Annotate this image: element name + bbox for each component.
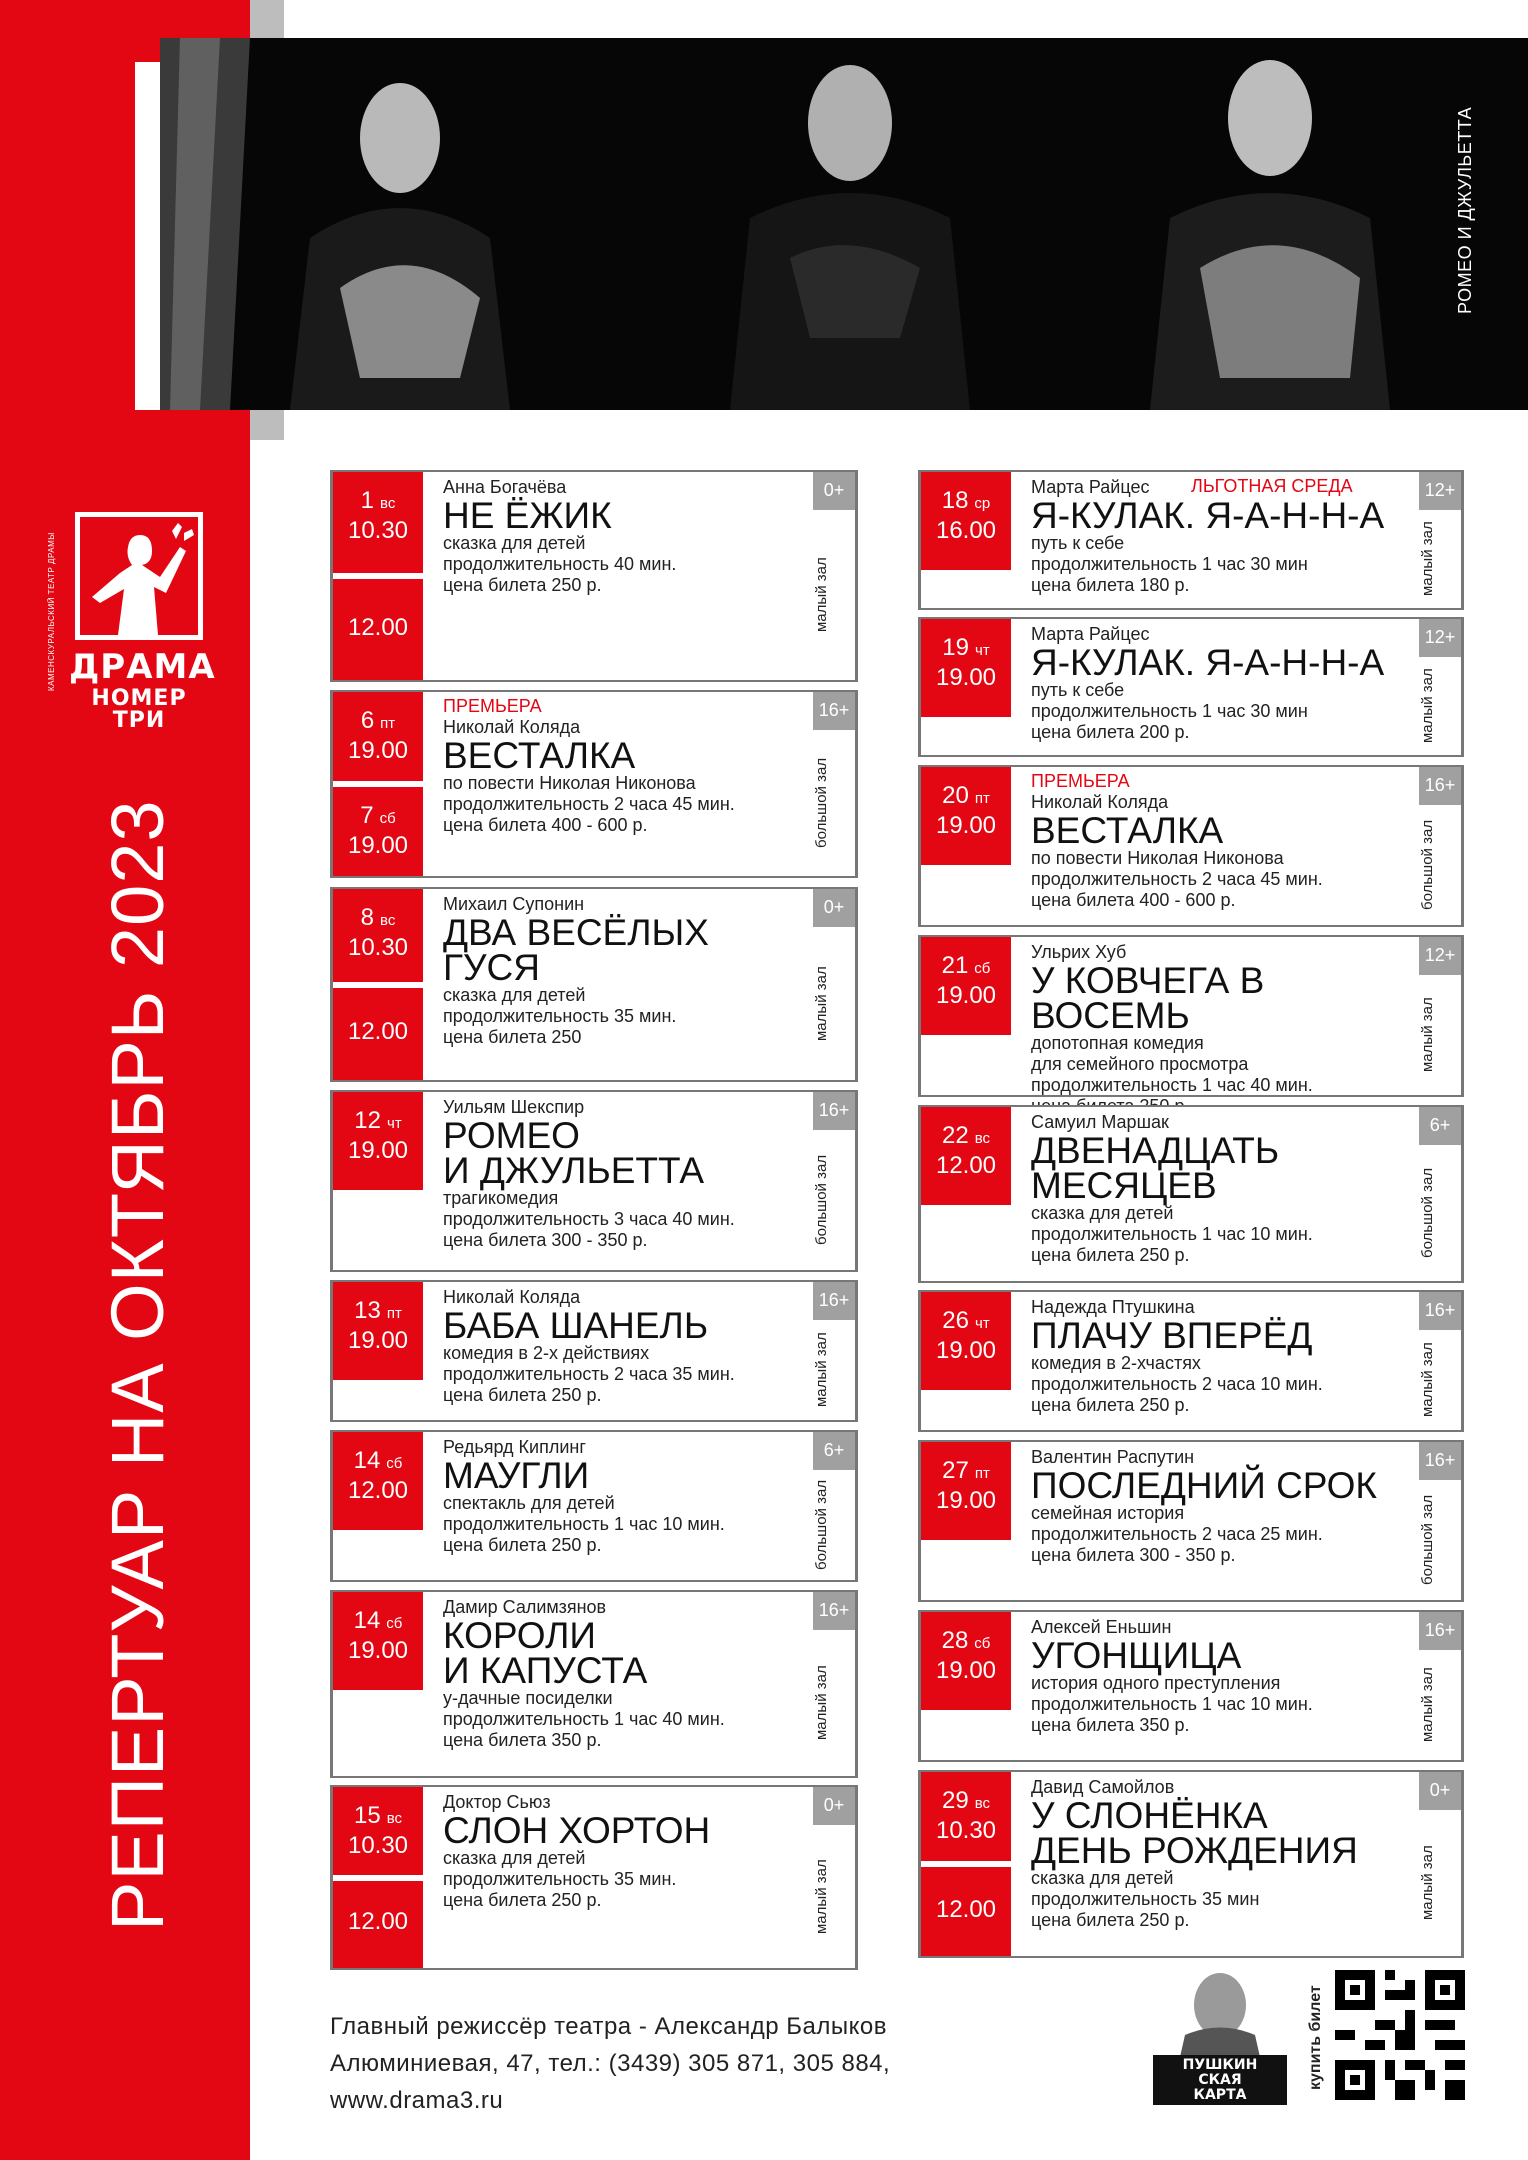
event-detail: цена билета 200 р. [1031, 722, 1190, 742]
date-block [921, 1867, 1011, 1956]
show-time: 12.00 [935, 1152, 997, 1179]
event-title: Я-КУЛАК. Я-А-Н-Н-А [1031, 642, 1385, 683]
event-detail: история одного преступления [1031, 1673, 1281, 1693]
date-day [921, 1308, 1011, 1337]
show-time: 19.00 [347, 737, 409, 764]
event-title: И КАПУСТА [443, 1650, 648, 1691]
logo-figure-box [75, 512, 203, 640]
event-card[interactable] [330, 1590, 858, 1778]
event-info [443, 1436, 809, 1556]
weekday: вс [386, 1810, 402, 1827]
weekday: вс [974, 1130, 990, 1147]
event-info [443, 893, 809, 1048]
age-rating-badge: 6+ [1419, 1107, 1461, 1145]
show-time: 19.00 [347, 1637, 409, 1664]
event-detail: цена билета 400 - 600 р. [1031, 890, 1236, 910]
hall-name: большой зал [813, 757, 830, 849]
date-block [921, 619, 1011, 717]
date-block [921, 767, 1011, 865]
age-rating-badge: 0+ [1419, 1772, 1461, 1810]
event-title: ПОСЛЕДНИЙ СРОК [1031, 1465, 1377, 1506]
age-rating-badge: 0+ [813, 472, 855, 510]
event-detail: спектакль для детей [443, 1493, 615, 1513]
event-author: Марта Райцес [1031, 624, 1150, 644]
theatre-logo [47, 512, 216, 733]
event-author: Николай Коляда [443, 1287, 581, 1307]
logo-line2: НОМЕР ТРИ [91, 686, 187, 733]
logo-side-text: КАМЕНСКУРАЛЬСКИЙ ТЕАТР ДРАМЫ [47, 532, 56, 692]
event-info [1031, 941, 1415, 1117]
event-detail: цена билета 350 р. [1031, 1715, 1190, 1735]
date-block [921, 1292, 1011, 1390]
event-detail: цена билета 350 р. [443, 1730, 602, 1750]
event-detail: сказка для детей [443, 985, 586, 1005]
day-number: 22 [941, 1122, 969, 1149]
event-author: Анна Богачёва [443, 477, 567, 497]
weekday: сб [974, 960, 991, 977]
event-title: МЕСЯЦЕВ [1031, 1165, 1217, 1206]
day-number: 12 [354, 1107, 381, 1134]
event-info [1031, 1111, 1415, 1266]
event-author: Николай Коляда [1031, 792, 1169, 812]
event-detail: продолжительность 1 час 10 мин. [1031, 1694, 1313, 1714]
event-detail: по повести Николая Никонова [1031, 848, 1284, 868]
event-card[interactable] [918, 1105, 1464, 1283]
event-title: УГОНЩИЦА [1031, 1635, 1242, 1676]
hall-name: малый зал [813, 1665, 830, 1741]
event-info [443, 476, 809, 596]
date-block [333, 692, 423, 781]
event-author: Доктор Сьюз [443, 1792, 551, 1812]
age-rating-badge: 16+ [1419, 1442, 1461, 1480]
weekday: сб [974, 1635, 991, 1652]
event-detail: путь к себе [1031, 680, 1125, 700]
show-time: 19.00 [935, 812, 997, 839]
premiere-label: ПРЕМЬЕРА [1031, 771, 1130, 791]
event-detail: продолжительность 1 час 10 мин. [1031, 1224, 1313, 1244]
event-author: Надежда Птушкина [1031, 1297, 1195, 1317]
event-author: Михаил Супонин [443, 894, 585, 914]
show-time: 19.00 [347, 1327, 409, 1354]
actor-figure-icon [80, 517, 198, 635]
date-day [921, 488, 1011, 517]
date-block [333, 889, 423, 982]
event-info [443, 1286, 809, 1406]
logo-wordmark [69, 647, 216, 733]
event-title: У КОВЧЕГА В ВОСЕМЬ [1031, 960, 1265, 1036]
day-number: 8 [360, 904, 375, 931]
event-detail: продолжительность 1 час 40 мин. [443, 1709, 725, 1729]
event-title: И ДЖУЛЬЕТТА [443, 1150, 705, 1191]
discount-label: ЛЬГОТНАЯ СРЕДА [1191, 476, 1353, 496]
pushkin-line1: ПУШКИН [1182, 2057, 1258, 2073]
show-time: 12.00 [347, 1908, 409, 1936]
date-block [333, 988, 423, 1081]
event-author: Самуил Маршак [1031, 1112, 1169, 1132]
weekday: пт [974, 790, 990, 807]
weekday: пт [386, 1305, 402, 1322]
hall-name: малый зал [1419, 1845, 1436, 1921]
date-day [333, 488, 423, 517]
show-time: 19.00 [347, 832, 409, 859]
date-day [333, 1803, 423, 1832]
date-day [333, 905, 423, 934]
date-day [921, 1788, 1011, 1817]
day-number: 21 [941, 952, 969, 979]
show-time: 19.00 [935, 1337, 997, 1364]
event-info [443, 1096, 809, 1251]
day-number: 20 [942, 782, 969, 809]
age-rating-badge: 16+ [813, 1282, 855, 1320]
age-rating-badge: 0+ [813, 889, 855, 927]
day-number: 26 [942, 1307, 969, 1334]
age-rating-badge: 0+ [813, 1787, 855, 1825]
weekday: чт [975, 642, 990, 659]
hall-name: большой зал [813, 1479, 830, 1571]
show-time: 12.00 [347, 1017, 409, 1045]
age-rating-badge: 12+ [1419, 619, 1461, 657]
event-detail: продолжительность 40 мин. [443, 554, 677, 574]
day-number: 18 [941, 487, 969, 514]
event-detail: по повести Николая Никонова [443, 773, 696, 793]
event-detail: продолжительность 2 часа 45 мин. [443, 794, 735, 814]
event-info [443, 1596, 809, 1751]
event-author: Уильям Шекспир [443, 1097, 585, 1117]
age-rating-badge: 16+ [813, 1092, 855, 1130]
event-info [1031, 1776, 1415, 1931]
event-card[interactable] [330, 1090, 858, 1272]
event-title: ДВЕНАДЦАТЬ [1031, 1130, 1280, 1171]
date-day [333, 803, 423, 832]
website-link[interactable]: www.drama3.ru [330, 2087, 504, 2114]
date-day [333, 1298, 423, 1327]
date-day [333, 1608, 423, 1637]
day-number: 14 [353, 1447, 381, 1474]
date-day [921, 635, 1011, 664]
event-card[interactable] [918, 765, 1464, 927]
date-block [333, 1282, 423, 1380]
event-detail: трагикомедия [443, 1188, 559, 1208]
event-title: ВЕСТАЛКА [1031, 810, 1224, 851]
event-detail: продолжительность 3 часа 40 мин. [443, 1209, 735, 1229]
date-block [333, 1881, 423, 1969]
day-number: 28 [941, 1627, 969, 1654]
date-block [333, 1787, 423, 1875]
weekday: вс [974, 1795, 990, 1812]
event-title: КОРОЛИ [443, 1615, 597, 1656]
event-detail: сказка для детей [1031, 1868, 1174, 1888]
show-time: 10.30 [935, 1817, 997, 1844]
event-detail: у-дачные посиделки [443, 1688, 613, 1708]
event-author: Алексей Еньшин [1031, 1617, 1172, 1637]
event-detail: продолжительность 1 час 10 мин. [443, 1514, 725, 1534]
event-info [1031, 771, 1415, 911]
logo-line1: ДРАМА [69, 647, 216, 687]
event-title: ДВА ВЕСЁЛЫХ [443, 912, 709, 953]
event-detail: продолжительность 2 часа 35 мин. [443, 1364, 735, 1384]
event-info [1031, 1296, 1415, 1416]
event-author: Редьярд Киплинг [443, 1437, 586, 1457]
weekday: сб [386, 1455, 403, 1472]
date-block [921, 1772, 1011, 1861]
date-block [921, 1107, 1011, 1205]
event-title: ПЛАЧУ ВПЕРЁД [1031, 1315, 1313, 1356]
event-detail: для семейного просмотра [1031, 1054, 1249, 1074]
event-title: БАБА ШАНЕЛЬ [443, 1305, 709, 1346]
event-detail: продолжительность 35 мин. [443, 1006, 677, 1026]
age-rating-badge: 16+ [1419, 767, 1461, 805]
date-day [333, 1108, 423, 1137]
event-card[interactable] [330, 887, 858, 1082]
event-detail: цена билета 300 - 350 р. [443, 1230, 648, 1250]
day-number: 13 [354, 1297, 381, 1324]
weekday: ср [974, 495, 991, 512]
event-detail: сказка для детей [443, 1848, 586, 1868]
hall-name: малый зал [813, 557, 830, 633]
hall-name: малый зал [1419, 1667, 1436, 1743]
hall-name: большой зал [813, 1154, 830, 1246]
address-line: Алюминиевая, 47, тел.: (3439) 305 871, 305 884, [330, 2050, 891, 2077]
event-card[interactable] [330, 690, 858, 878]
weekday: пт [974, 1465, 990, 1482]
event-author: Дамир Салимзянов [443, 1597, 607, 1617]
hall-name: малый зал [813, 966, 830, 1041]
event-detail: сказка для детей [443, 533, 586, 553]
date-block [333, 472, 423, 573]
age-rating-badge: 16+ [1419, 1292, 1461, 1330]
date-block [333, 787, 423, 876]
event-card[interactable] [918, 1290, 1464, 1432]
event-info [1031, 1446, 1415, 1566]
event-detail: цена билета 250 р. [443, 575, 602, 595]
show-time: 19.00 [347, 1137, 409, 1164]
age-rating-badge: 12+ [1419, 472, 1461, 510]
event-detail: цена билета 300 - 350 р. [1031, 1545, 1236, 1565]
weekday: сб [386, 1615, 403, 1632]
event-title: НЕ ЁЖИК [443, 495, 612, 536]
event-detail: сказка для детей [1031, 1203, 1174, 1223]
day-number: 15 [353, 1802, 381, 1829]
event-detail: цена билета 250 р. [443, 1385, 602, 1405]
hall-name: малый зал [813, 1859, 830, 1934]
event-detail: цена билета 250 р. [1031, 1395, 1190, 1415]
day-number: 7 [360, 802, 374, 829]
date-block [333, 579, 423, 680]
date-block [921, 472, 1011, 570]
event-detail: цена билета 250 р. [443, 1890, 602, 1910]
date-day [333, 708, 423, 737]
event-card[interactable] [330, 470, 858, 682]
event-card[interactable] [918, 1440, 1464, 1602]
event-title: Я-КУЛАК. Я-А-Н-Н-А [1031, 495, 1385, 536]
date-block [333, 1092, 423, 1190]
weekday: чт [975, 1315, 990, 1332]
event-info [1031, 623, 1415, 743]
show-time: 19.00 [935, 1487, 997, 1514]
event-card[interactable] [918, 470, 1464, 610]
event-author: Марта Райцес [1031, 477, 1150, 497]
event-author: Николай Коляда [443, 717, 581, 737]
date-day [921, 1458, 1011, 1487]
photo-caption: РОМЕО И ДЖУЛЬЕТТА [1455, 106, 1475, 314]
pushkin-line3: КАРТА [1193, 2087, 1247, 2103]
show-time: 12.00 [347, 613, 409, 641]
age-rating-badge: 16+ [813, 1592, 855, 1630]
show-time: 19.00 [935, 664, 997, 691]
date-block [333, 1592, 423, 1690]
hall-name: малый зал [1419, 668, 1436, 744]
event-detail: продолжительность 35 мин. [443, 1869, 677, 1889]
date-day [921, 783, 1011, 812]
hall-name: большой зал [1419, 1167, 1436, 1259]
event-title: МАУГЛИ [443, 1455, 590, 1496]
show-time: 10.30 [347, 934, 409, 961]
event-detail: цена билета 250 р. [1031, 1245, 1190, 1265]
date-block [921, 1442, 1011, 1540]
show-time: 10.30 [347, 517, 409, 544]
event-title: РОМЕО [443, 1115, 580, 1156]
hall-name: малый зал [1419, 1342, 1436, 1418]
weekday: вс [380, 912, 396, 929]
event-author: Давид Самойлов [1031, 1777, 1175, 1797]
event-card[interactable] [918, 617, 1464, 757]
show-time: 12.00 [347, 1477, 409, 1504]
event-card[interactable] [330, 1280, 858, 1422]
event-card[interactable] [918, 935, 1464, 1097]
event-detail: продолжительность 1 час 40 мин. [1031, 1075, 1313, 1095]
director-line: Главный режиссёр театра - Александр Балыков [330, 2013, 887, 2040]
day-number: 6 [360, 707, 375, 734]
event-detail: продолжительность 1 час 30 мин [1031, 701, 1308, 721]
day-number: 19 [942, 634, 969, 661]
event-title: У СЛОНЁНКА [1031, 1795, 1268, 1836]
date-day [921, 1123, 1011, 1152]
performance-photo [160, 38, 1528, 410]
event-title: ГУСЯ [443, 947, 540, 988]
day-number: 14 [353, 1607, 381, 1634]
event-detail: продолжительность 1 час 30 мин [1031, 554, 1308, 574]
hall-name: малый зал [1419, 997, 1436, 1073]
hall-name: малый зал [1419, 521, 1436, 597]
event-detail: продолжительность 2 часа 45 мин. [1031, 869, 1323, 889]
footer-info [330, 2008, 1030, 2119]
hall-name: большой зал [1419, 1494, 1436, 1586]
event-detail: путь к себе [1031, 533, 1125, 553]
event-detail: цена билета 180 р. [1031, 575, 1190, 595]
hall-name: малый зал [813, 1332, 830, 1408]
day-number: 27 [942, 1457, 969, 1484]
premiere-label: ПРЕМЬЕРА [443, 696, 542, 716]
event-detail: продолжительность 2 часа 10 мин. [1031, 1374, 1323, 1394]
show-time: 19.00 [935, 982, 997, 1009]
event-info [1031, 1616, 1415, 1736]
date-block [921, 1612, 1011, 1710]
event-card[interactable] [330, 1430, 858, 1582]
page-title: РЕПЕРТУАР НА ОКТЯБРЬ 2023 [96, 799, 179, 1931]
event-detail: цена билета 400 - 600 р. [443, 815, 648, 835]
event-card[interactable] [918, 1770, 1464, 1958]
weekday: вс [380, 495, 396, 512]
pushkin-card-logo [1145, 1965, 1295, 2105]
event-detail: цена билета 250 р. [443, 1535, 602, 1555]
age-rating-badge: 16+ [813, 692, 855, 730]
event-info [443, 1791, 809, 1911]
day-number: 1 [360, 487, 375, 514]
event-author: Ульрих Хуб [1031, 942, 1127, 962]
show-time: 10.30 [347, 1832, 409, 1859]
weekday: сб [379, 810, 396, 827]
event-detail: цена билета 250 р. [1031, 1910, 1190, 1930]
date-block [921, 937, 1011, 1035]
event-detail: продолжительность 2 часа 25 мин. [1031, 1524, 1323, 1544]
event-info [443, 696, 809, 836]
age-rating-badge: 16+ [1419, 1612, 1461, 1650]
show-time: 19.00 [935, 1657, 997, 1684]
show-time: 16.00 [935, 517, 997, 544]
event-detail: цена билета 250 [443, 1027, 582, 1047]
event-title: СЛОН ХОРТОН [443, 1810, 711, 1851]
event-detail: семейная история [1031, 1503, 1185, 1523]
event-detail: комедия в 2-х действиях [443, 1343, 650, 1363]
buy-ticket-label: купить билет [1307, 1985, 1324, 2091]
event-card[interactable] [330, 1785, 858, 1970]
event-title: ВЕСТАЛКА [443, 735, 636, 776]
show-time: 12.00 [935, 1895, 997, 1923]
event-detail: комедия в 2-хчастях [1031, 1353, 1201, 1373]
event-author: Валентин Распутин [1031, 1447, 1195, 1467]
event-title: ДЕНЬ РОЖДЕНИЯ [1031, 1830, 1358, 1871]
date-block [333, 1432, 423, 1530]
day-number: 29 [941, 1787, 969, 1814]
pushkin-line2: СКАЯ [1198, 2072, 1242, 2088]
event-detail: допотопная комедия [1031, 1033, 1204, 1053]
date-day [921, 953, 1011, 982]
qr-code-icon[interactable] [1335, 1970, 1465, 2100]
weekday: пт [380, 715, 396, 732]
age-rating-badge: 12+ [1419, 937, 1461, 975]
age-rating-badge: 6+ [813, 1432, 855, 1470]
date-day [921, 1628, 1011, 1657]
event-card[interactable] [918, 1610, 1464, 1762]
event-detail: продолжительность 35 мин [1031, 1889, 1260, 1909]
date-day [333, 1448, 423, 1477]
weekday: чт [387, 1115, 402, 1132]
hall-name: большой зал [1419, 819, 1436, 911]
